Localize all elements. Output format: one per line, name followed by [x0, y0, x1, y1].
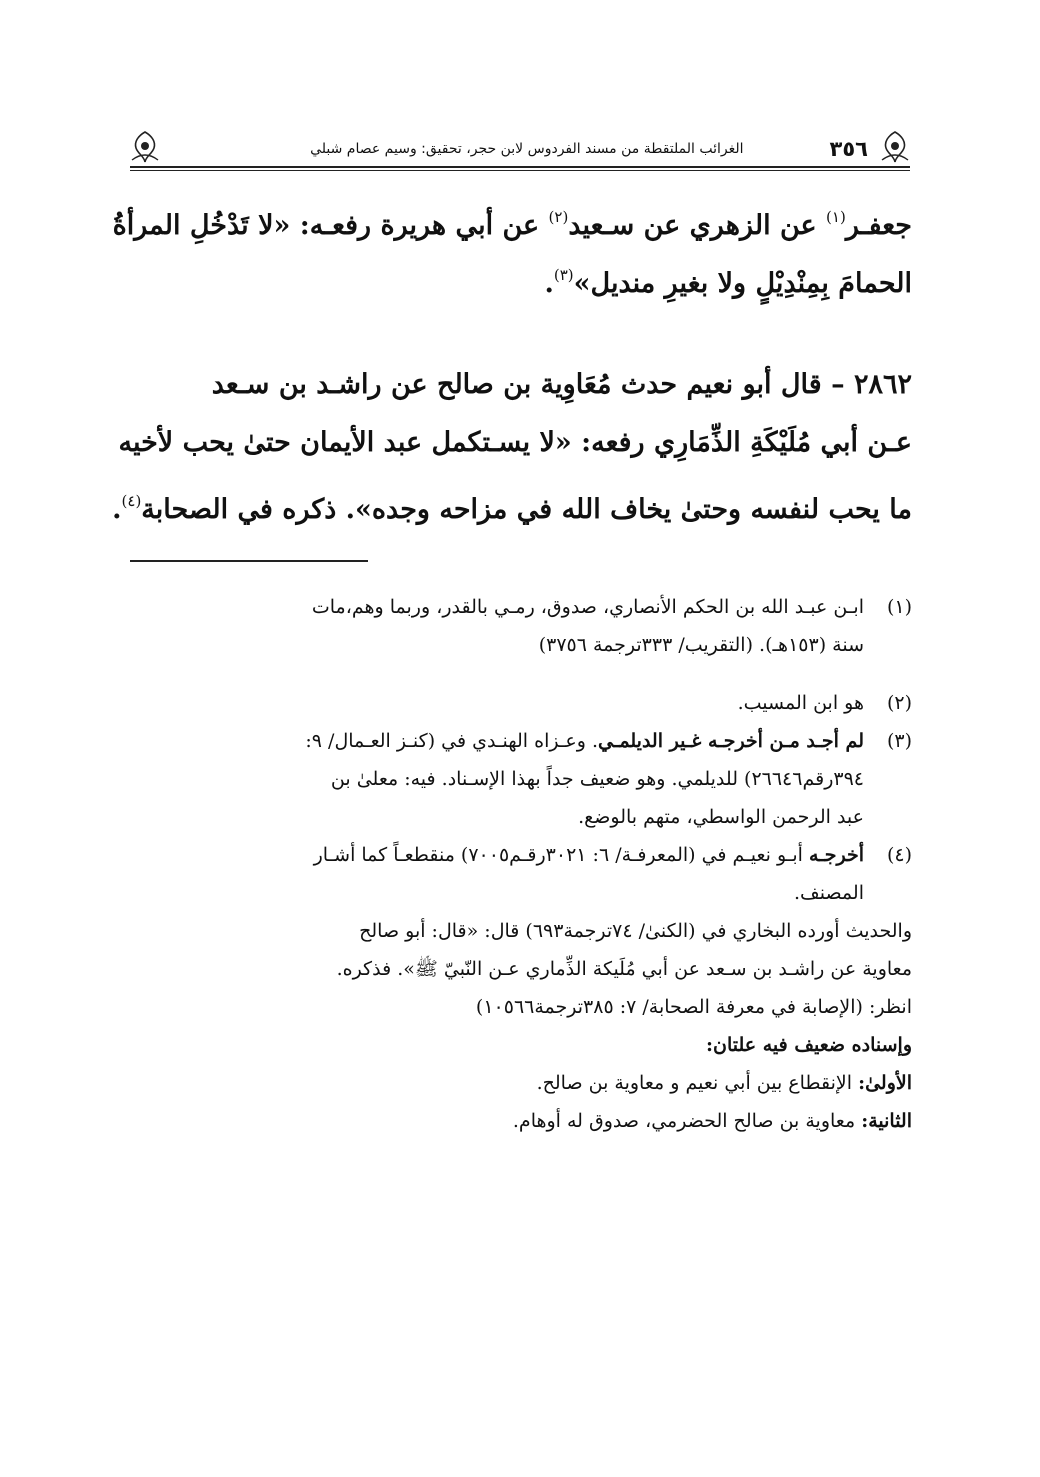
- footnote-line: انظر: (الإصابة في معرفة الصحابة/ ٧: ٣٨٥ترجمة١٠٥٦٦): [475, 996, 912, 1018]
- footnote-4: [132, 836, 912, 912]
- footnote-line: والحديث أورده البخاري في (الكنىٰ/ ٧٤ترجمة٦٩٣) قال: «قال: أبو صالح: [359, 920, 912, 942]
- page-number: ٣٥٦: [829, 137, 868, 161]
- header-rule: [130, 166, 910, 168]
- footnote-body: [132, 836, 864, 912]
- footnote-body: [132, 588, 864, 664]
- text-line: ٢٨٦٢ – قال أبو نعيم حدث مُعَاوِية بن صالح عن راشـد بن سـعد: [211, 369, 912, 400]
- text-run: جعفـر: [845, 210, 912, 241]
- footnote-line: معاوية عن راشـد بن سـعد عن أبي مُلَيكة الذِّماري عـن النّبيّ ﷺ». فذكره.: [336, 958, 912, 980]
- footnote-line: [132, 836, 864, 874]
- footnote-line: عبد الرحمن الواسطي، متهم بالوضع.: [578, 806, 864, 828]
- text-run: ما يحب لنفسه وحتىٰ يخاف الله في مزاحه وجده». ذكره في الصحابة: [141, 494, 912, 525]
- footnote-ref-1[interactable]: (١): [826, 208, 846, 226]
- footnote-3: [132, 722, 912, 836]
- text-line: [112, 472, 912, 530]
- footnote-4-continuation: [132, 912, 912, 1140]
- text-run: عن أبي هريرة رفعـه: «لا تَدْخُلِ المرأةُ: [112, 210, 549, 241]
- footnote-line: [132, 1102, 912, 1140]
- footnote-body: [132, 722, 864, 836]
- text-run-bold: أخرجـه: [808, 844, 864, 866]
- text-run-bold: الثانية:: [861, 1110, 912, 1132]
- text-run: الحمامَ بِمِنْدِيْلٍ ولا بغيرِ منديل»: [573, 268, 912, 299]
- text-run-bold: لم أجـد مـن أخرجـه غـير الديلمـي: [597, 730, 864, 752]
- footnote-line: ابـن عبـد الله بن الحكم الأنصاري، صدوق، رمـي بالقدر، وربما وهم،مات: [311, 596, 864, 618]
- footnote-line: ٣٩٤رقم٢٦٦٤٦) للديلمي. وهو ضعيف جداً بهذا الإسـناد. فيه: معلىٰ بن: [330, 768, 864, 790]
- running-title: الغرائب الملتقطة من مسند الفردوس لابن حجر، تحقيق: وسيم عصام شبلي: [310, 141, 744, 157]
- header-rule-thin: [130, 170, 910, 171]
- footnote-1: [132, 588, 912, 664]
- header-ornament-left-icon: [130, 130, 160, 164]
- text-line: عـن أبي مُلَيْكَةِ الذِّمَارِي رفعه: «لا يسـتكمل عبد الأيمان حتىٰ يحب لأخيه: [118, 427, 912, 458]
- footnote-ref-2[interactable]: (٢): [548, 208, 569, 226]
- footnote-line: المصنف.: [794, 882, 864, 904]
- footnotes-section: [132, 588, 912, 1140]
- footnote-line: [132, 1064, 912, 1102]
- footnote-number: (١): [886, 596, 912, 618]
- footnote-line: [132, 722, 864, 760]
- footnote-2: [132, 684, 912, 722]
- text-run: أبـو نعيـم في (المعرفـة/ ٦: ٣٠٢١رقـم٧٠٠٥) منقطعـاً كما أشـار: [313, 844, 809, 866]
- footnote-body: [132, 684, 864, 722]
- footnote-line: وإسناده ضعيف فيه علتان:: [706, 1034, 912, 1056]
- footnote-number: (٢): [886, 692, 912, 714]
- main-text-paragraph-2: [112, 356, 912, 530]
- footnote-number: (٣): [886, 730, 912, 752]
- text-run: .: [112, 494, 122, 525]
- footnote-ref-3[interactable]: (٣): [553, 266, 574, 284]
- running-header: [130, 126, 910, 176]
- text-run: الإنقطاع بين أبي نعيم و معاوية بن صالح.: [536, 1072, 859, 1094]
- text-run-bold: الأولىٰ:: [858, 1072, 912, 1094]
- text-line: [132, 246, 912, 304]
- main-text-paragraph-1: [112, 188, 912, 304]
- footnote-separator: [130, 560, 368, 562]
- text-line: [112, 188, 912, 246]
- footnote-line: سنة (١٥٣هـ). (التقريب/ ٣٣٣ترجمة ٣٧٥٦): [538, 634, 864, 656]
- text-run: .: [544, 268, 554, 299]
- text-run: معاوية بن صالح الحضرمي، صدوق له أوهام.: [512, 1110, 862, 1132]
- text-run: عن الزهري عن سـعيد: [568, 210, 827, 241]
- footnote-line: هو ابن المسيب.: [737, 692, 864, 714]
- footnote-number: (٤): [886, 844, 912, 866]
- text-run: . وعـزاه الهنـدي في (كنـز العـمال/ ٩:: [305, 730, 598, 752]
- footnote-ref-4[interactable]: (٤): [121, 492, 142, 510]
